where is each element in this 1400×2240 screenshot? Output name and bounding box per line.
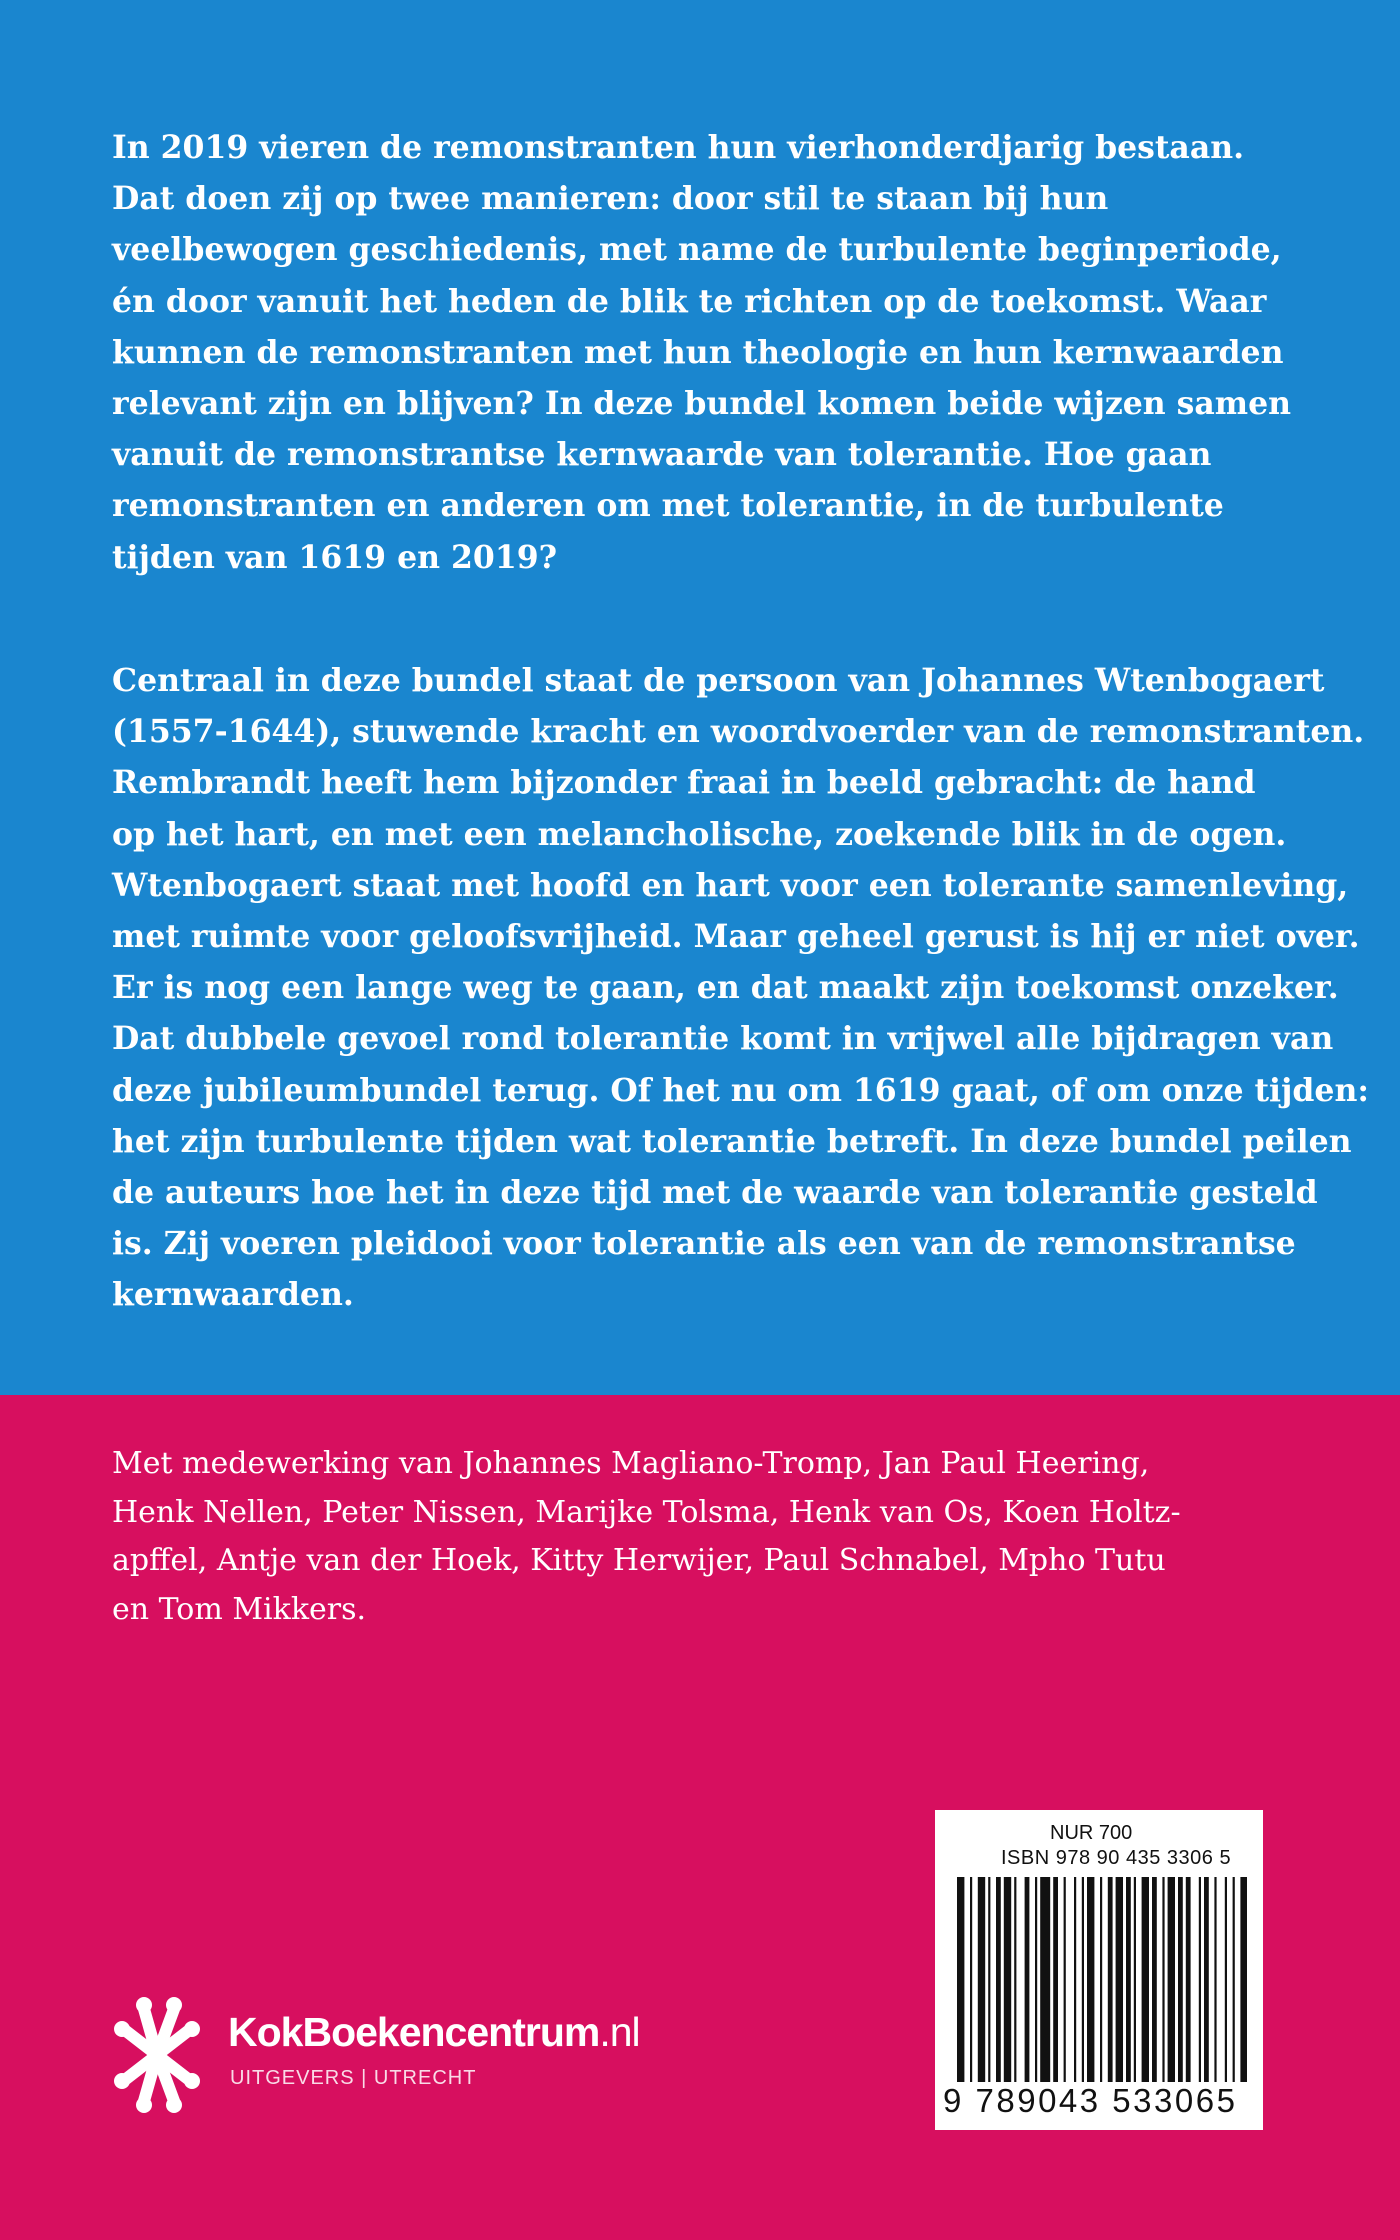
publisher-domain-suffix: .nl: [599, 2009, 640, 2055]
barcode-bar: [1178, 1877, 1183, 2082]
publisher-x-logo-icon: [112, 1995, 202, 2115]
barcode-bar: [978, 1877, 985, 2082]
barcode-bar: [1004, 1877, 1011, 2082]
barcode-bar: [1053, 1877, 1058, 2082]
body-line: met ruimte voor geloofsvrijheid. Maar geheel gerust is hij er niet over.: [112, 918, 1360, 956]
body-line: Dat dubbele gevoel rond tolerantie komt in vrijwel alle bijdragen van: [112, 1020, 1334, 1058]
barcode-bars: [957, 1877, 1247, 2082]
barcode-bar: [1186, 1877, 1191, 2082]
barcode-bar: [957, 1877, 964, 2082]
intro-line: veelbewogen geschiedenis, met name de turbulente beginperiode,: [112, 231, 1282, 269]
body-line: is. Zij voeren pleidooi voor tolerantie als een van de remonstrantse: [112, 1225, 1296, 1263]
intro-line: relevant zijn en blijven? In deze bundel komen beide wijzen samen: [112, 385, 1292, 423]
intro-line: remonstranten en anderen om met tolerantie, in de turbulente: [112, 487, 1224, 525]
barcode-bar: [1116, 1877, 1123, 2082]
barcode-bar: [1233, 1877, 1235, 2082]
barcode-bar: [1025, 1877, 1030, 2082]
barcode-bar: [1087, 1877, 1094, 2082]
intro-line: tijden van 1619 en 2019?: [112, 538, 558, 576]
barcode-bar: [1225, 1877, 1227, 2082]
publisher-subtitle: UITGEVERS | UTRECHT: [230, 2067, 477, 2089]
barcode-bar: [1126, 1877, 1131, 2082]
barcode-bar: [1014, 1877, 1016, 2082]
body-line: het zijn turbulente tijden wat tolerantie betreft. In deze bundel peilen: [112, 1122, 1352, 1160]
nur-code: NUR 700: [1050, 1822, 1133, 1844]
body-line: Rembrandt heeft hem bijzonder fraai in beeld gebracht: de hand: [112, 764, 1256, 802]
barcode-bar: [1142, 1877, 1149, 2082]
barcode-bar: [1199, 1877, 1201, 2082]
intro-paragraph: [112, 122, 1297, 583]
body-line: deze jubileumbundel terug. Of het nu om 1619 gaat, of om onze tijden:: [112, 1071, 1369, 1109]
barcode-bar: [1082, 1877, 1084, 2082]
publisher-name-text: KokBoekencentrum: [228, 2009, 600, 2055]
isbn-barcode-label: [935, 1810, 1263, 2130]
contributors-line: apffel, Antje van der Hoek, Kitty Herwijer, Paul Schnabel, Mpho Tutu: [112, 1543, 1166, 1578]
barcode-bar: [1100, 1877, 1102, 2082]
body-line: Wtenbogaert staat met hoofd en hart voor een tolerante samenleving,: [112, 866, 1349, 904]
barcode-bar: [1040, 1877, 1050, 2082]
intro-line: vanuit de remonstrantse kernwaarde van tolerantie. Hoe gaan: [112, 436, 1212, 474]
body-line: op het hart, en met een melancholische, zoekende blik in de ogen.: [112, 815, 1287, 853]
intro-line: Dat doen zij op twee manieren: door stil te staan bij hun: [112, 180, 1109, 218]
intro-line: kunnen de remonstranten met hun theologie en hun kernwaarden: [112, 333, 1284, 371]
barcode-bar: [1168, 1877, 1175, 2082]
publisher-logo: [112, 1995, 752, 2115]
barcode-digits: 9 789043 533065: [943, 2082, 1238, 2119]
barcode-bar: [1152, 1877, 1157, 2082]
intro-line: én door vanuit het heden de blik te richten op de toekomst. Waar: [112, 282, 1267, 320]
body-line: kernwaarden.: [112, 1276, 354, 1314]
barcode-bar: [970, 1877, 972, 2082]
body-paragraph: [112, 655, 1369, 1321]
barcode-bar: [1074, 1877, 1076, 2082]
contributors-paragraph: [112, 1440, 1297, 1634]
barcode-bar: [1108, 1877, 1113, 2082]
barcode-bar: [1240, 1877, 1247, 2082]
intro-line: In 2019 vieren de remonstranten hun vierhonderdjarig bestaan.: [112, 129, 1245, 166]
barcode-bar: [996, 1877, 1001, 2082]
publisher-name: [228, 2009, 640, 2056]
body-line: Centraal in deze bundel staat de persoon van Johannes Wtenbogaert: [112, 662, 1325, 699]
barcode-bar: [1204, 1877, 1209, 2082]
barcode-bar: [1134, 1877, 1136, 2082]
isbn-number: ISBN 978 90 435 3306 5: [1001, 1847, 1232, 1869]
body-line: de auteurs hoe het in deze tijd met de waarde van tolerantie gesteld: [112, 1174, 1318, 1212]
body-line: (1557-1644), stuwende kracht en woordvoerder van de remonstranten.: [112, 713, 1365, 751]
barcode-bar: [1162, 1877, 1164, 2082]
body-line: Er is nog een lange weg te gaan, en dat maakt zijn toekomst onzeker.: [112, 969, 1339, 1007]
barcode-bar: [1214, 1877, 1216, 2082]
contributors-line: en Tom Mikkers.: [112, 1591, 367, 1627]
contributors-line: Henk Nellen, Peter Nissen, Marijke Tolsma, Henk van Os, Koen Holtz-: [112, 1494, 1181, 1530]
barcode-bar: [1064, 1877, 1066, 2082]
barcode-bar: [1035, 1877, 1037, 2082]
barcode-bar: [988, 1877, 990, 2082]
contributors-line: Met medewerking van Johannes Magliano-Tromp, Jan Paul Heering,: [112, 1446, 1150, 1481]
